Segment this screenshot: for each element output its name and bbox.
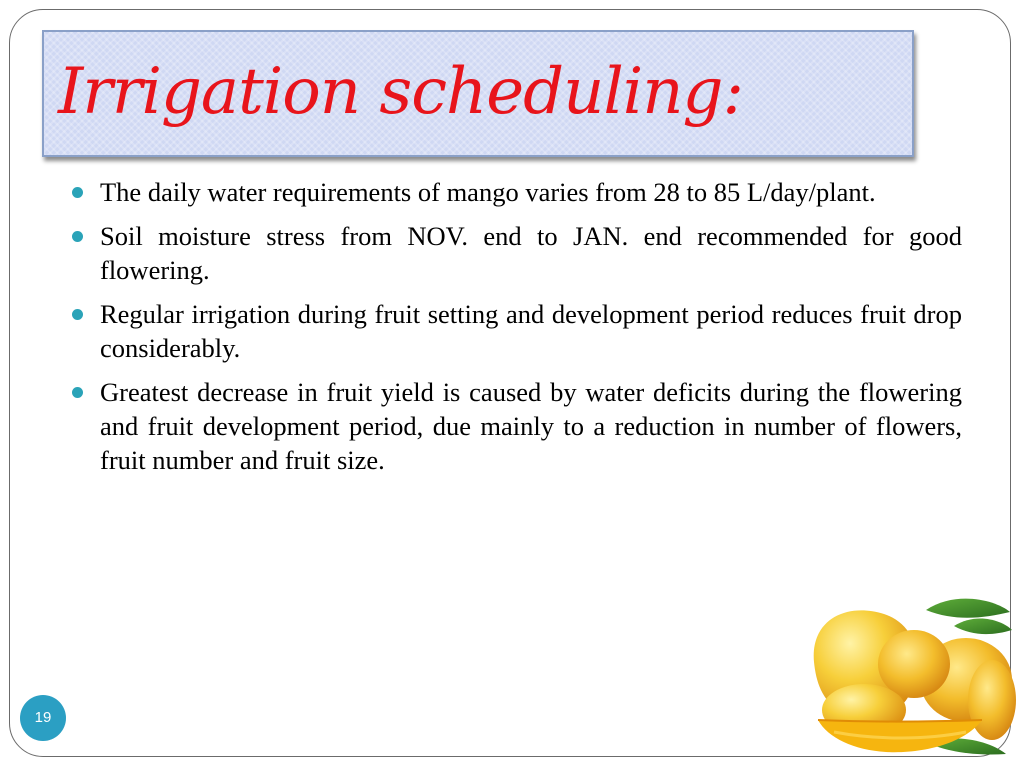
bullet-dot-icon [72, 231, 83, 242]
bullet-text: The daily water requirements of mango varies from 28 to 85 L/day/plant. [100, 177, 876, 207]
bullet-dot-icon [72, 309, 83, 320]
page-number-badge: 19 [20, 695, 66, 741]
bullet-item [72, 219, 962, 287]
bullet-text: Soil moisture stress from NOV. end to JAN. end recommended for good flowering. [100, 221, 962, 285]
bullet-dot-icon [72, 187, 83, 198]
bullet-item [72, 375, 962, 477]
bullet-list [72, 175, 962, 487]
mango-illustration [806, 592, 1016, 757]
bullet-item [72, 297, 962, 365]
title-box [42, 30, 914, 157]
bullet-item [72, 175, 962, 209]
bullet-text: Greatest decrease in fruit yield is caused by water deficits during the flowering and fruit development period, due mainly to a reduction in number of flowers, fruit number and fruit size. [100, 377, 962, 475]
bullet-text: Regular irrigation during fruit setting and development period reduces fruit drop considerably. [100, 299, 962, 363]
bullet-dot-icon [72, 387, 83, 398]
slide-title: Irrigation scheduling: [58, 55, 743, 129]
